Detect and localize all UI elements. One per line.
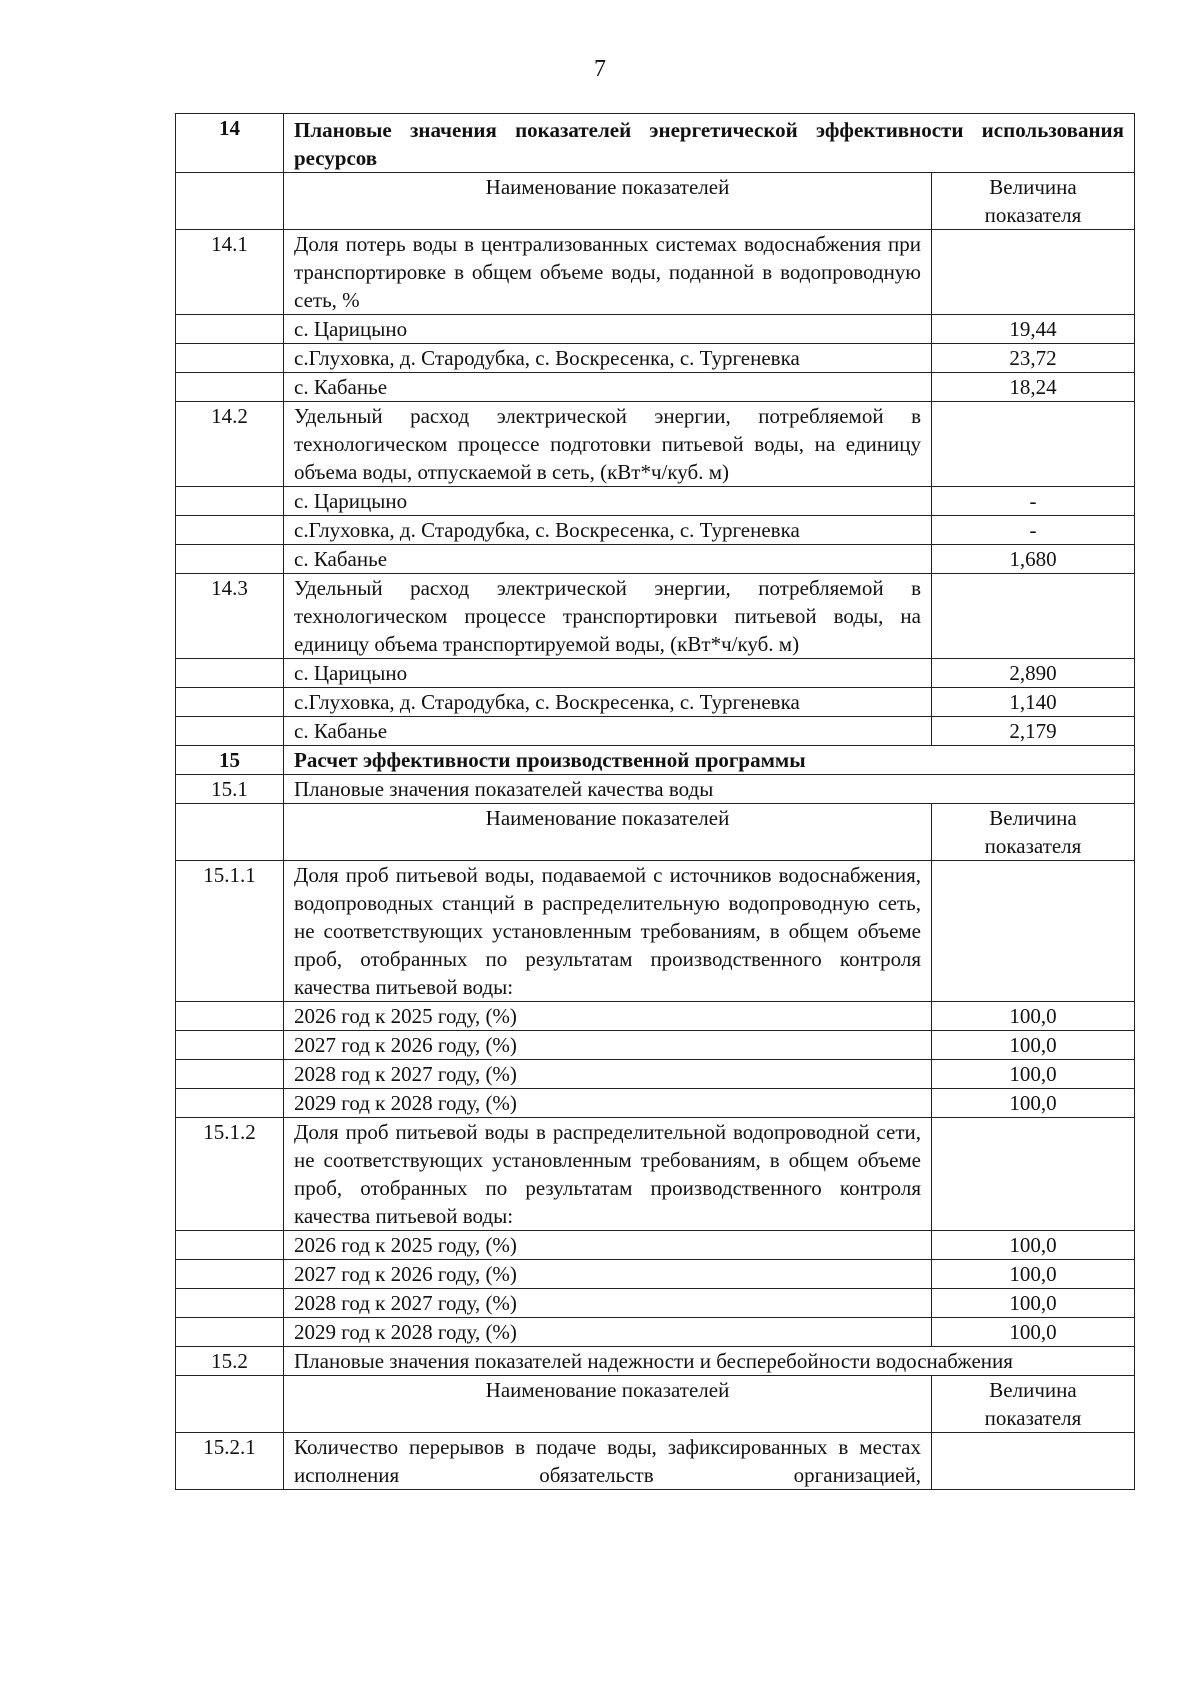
item-row: [176, 402, 1135, 487]
value-label: с.Глуховка, д. Стародубка, с. Воскресенка, с. Тургеневка: [284, 516, 932, 545]
empty-cell: [176, 173, 284, 230]
item-title: Удельный расход электрической энергии, потребляемой в технологическом процессе транспортировки питьевой воды, на единицу объема транспортируемой воды, (кВт*ч/куб. м): [284, 574, 932, 659]
value-cell: 100,0: [932, 1002, 1135, 1031]
empty-cell: [176, 717, 284, 746]
item-number: 14.3: [176, 574, 284, 659]
subsection-row: [176, 775, 1135, 804]
value-row: [176, 1289, 1135, 1318]
empty-cell: [176, 1060, 284, 1089]
item-title: Количество перерывов в подаче воды, зафиксированных в местах исполнения обязательств организацией,: [284, 1433, 932, 1490]
value-label: с. Кабанье: [284, 545, 932, 574]
value-cell: 100,0: [932, 1089, 1135, 1118]
header-name: Наименование показателей: [284, 173, 932, 230]
empty-cell: [932, 574, 1135, 659]
value-label: 2027 год к 2026 году, (%): [284, 1031, 932, 1060]
value-label: с.Глуховка, д. Стародубка, с. Воскресенка, с. Тургеневка: [284, 344, 932, 373]
value-label: с. Кабанье: [284, 717, 932, 746]
value-cell: 1,140: [932, 688, 1135, 717]
empty-cell: [176, 1260, 284, 1289]
section-title: Расчет эффективности производственной программы: [284, 746, 1135, 775]
section-15-row: [176, 746, 1135, 775]
value-cell: 23,72: [932, 344, 1135, 373]
item-title: Доля проб питьевой воды в распределительной водопроводной сети, не соответствующих установленным требованиям, в общем объеме проб, отобранных по результатам производственного контроля качества питьевой воды:: [284, 1118, 932, 1231]
empty-cell: [176, 487, 284, 516]
value-cell: 2,890: [932, 659, 1135, 688]
value-row: [176, 487, 1135, 516]
value-row: [176, 1002, 1135, 1031]
value-cell: 100,0: [932, 1260, 1135, 1289]
section-title: Плановые значения показателей энергетической эффективности использования ресурсов: [284, 114, 1135, 173]
section-number: 14: [176, 114, 284, 173]
empty-cell: [176, 1089, 284, 1118]
subsection-row: [176, 1347, 1135, 1376]
value-label: 2028 год к 2027 году, (%): [284, 1060, 932, 1089]
value-label: 2029 год к 2028 году, (%): [284, 1089, 932, 1118]
empty-cell: [176, 373, 284, 402]
item-number: 15.1.2: [176, 1118, 284, 1231]
item-row: [176, 574, 1135, 659]
empty-cell: [176, 315, 284, 344]
value-cell: 100,0: [932, 1031, 1135, 1060]
item-number: 14.2: [176, 402, 284, 487]
value-row: [176, 1318, 1135, 1347]
header-value: Величина показателя: [932, 804, 1135, 861]
value-label: с. Кабанье: [284, 373, 932, 402]
header-name: Наименование показателей: [284, 1376, 932, 1433]
item-row: [176, 230, 1135, 315]
item-title: Доля проб питьевой воды, подаваемой с источников водоснабжения, водопроводных станций в распределительную водопроводную сеть, не соответствующих установленным требованиям, в общем объеме проб, отобранных по результатам производственного контроля качества питьевой воды:: [284, 861, 932, 1002]
value-row: [176, 315, 1135, 344]
empty-cell: [176, 344, 284, 373]
value-cell: 19,44: [932, 315, 1135, 344]
value-label: 2027 год к 2026 году, (%): [284, 1260, 932, 1289]
subsection-number: 15.1: [176, 775, 284, 804]
empty-cell: [176, 1318, 284, 1347]
value-row: [176, 659, 1135, 688]
value-row: [176, 545, 1135, 574]
value-row: [176, 688, 1135, 717]
page-number: 7: [594, 56, 606, 82]
value-row: [176, 1031, 1135, 1060]
empty-cell: [176, 1376, 284, 1433]
empty-cell: [176, 545, 284, 574]
header-row: [176, 173, 1135, 230]
section-number: 15: [176, 746, 284, 775]
empty-cell: [176, 1031, 284, 1060]
empty-cell: [176, 1289, 284, 1318]
empty-cell: [932, 1433, 1135, 1490]
value-cell: 2,179: [932, 717, 1135, 746]
value-cell: 100,0: [932, 1060, 1135, 1089]
item-row: [176, 1118, 1135, 1231]
value-row: [176, 1231, 1135, 1260]
value-row: [176, 1089, 1135, 1118]
value-label: 2028 год к 2027 году, (%): [284, 1289, 932, 1318]
indicators-table: [175, 113, 1135, 1490]
item-row: [176, 1433, 1135, 1490]
subsection-title: Плановые значения показателей надежности и бесперебойности водоснабжения: [284, 1347, 1135, 1376]
value-cell: -: [932, 516, 1135, 545]
value-label: 2029 год к 2028 году, (%): [284, 1318, 932, 1347]
item-row: [176, 861, 1135, 1002]
value-label: с.Глуховка, д. Стародубка, с. Воскресенка, с. Тургеневка: [284, 688, 932, 717]
empty-cell: [176, 1231, 284, 1260]
value-label: 2026 год к 2025 году, (%): [284, 1231, 932, 1260]
header-row: [176, 804, 1135, 861]
value-label: 2026 год к 2025 году, (%): [284, 1002, 932, 1031]
value-row: [176, 1060, 1135, 1089]
value-cell: 18,24: [932, 373, 1135, 402]
empty-cell: [176, 1002, 284, 1031]
header-value: Величина показателя: [932, 1376, 1135, 1433]
value-cell: 1,680: [932, 545, 1135, 574]
item-number: 15.2.1: [176, 1433, 284, 1490]
value-label: с. Царицыно: [284, 659, 932, 688]
item-number: 15.1.1: [176, 861, 284, 1002]
empty-cell: [176, 516, 284, 545]
value-row: [176, 373, 1135, 402]
subsection-title: Плановые значения показателей качества воды: [284, 775, 1135, 804]
section-14-row: [176, 114, 1135, 173]
empty-cell: [176, 804, 284, 861]
header-row: [176, 1376, 1135, 1433]
empty-cell: [176, 659, 284, 688]
value-cell: 100,0: [932, 1318, 1135, 1347]
item-title: Удельный расход электрической энергии, потребляемой в технологическом процессе подготовки питьевой воды, на единицу объема воды, отпускаемой в сеть, (кВт*ч/куб. м): [284, 402, 932, 487]
value-row: [176, 516, 1135, 545]
subsection-number: 15.2: [176, 1347, 284, 1376]
value-row: [176, 344, 1135, 373]
item-title: Доля потерь воды в централизованных системах водоснабжения при транспортировке в общем объеме воды, поданной в водопроводную сеть, %: [284, 230, 932, 315]
empty-cell: [176, 688, 284, 717]
value-cell: -: [932, 487, 1135, 516]
value-row: [176, 717, 1135, 746]
empty-cell: [932, 402, 1135, 487]
empty-cell: [932, 230, 1135, 315]
value-cell: 100,0: [932, 1231, 1135, 1260]
item-number: 14.1: [176, 230, 284, 315]
value-label: с. Царицыно: [284, 315, 932, 344]
empty-cell: [932, 861, 1135, 1002]
empty-cell: [932, 1118, 1135, 1231]
header-value: Величина показателя: [932, 173, 1135, 230]
header-name: Наименование показателей: [284, 804, 932, 861]
value-row: [176, 1260, 1135, 1289]
value-label: с. Царицыно: [284, 487, 932, 516]
value-cell: 100,0: [932, 1289, 1135, 1318]
